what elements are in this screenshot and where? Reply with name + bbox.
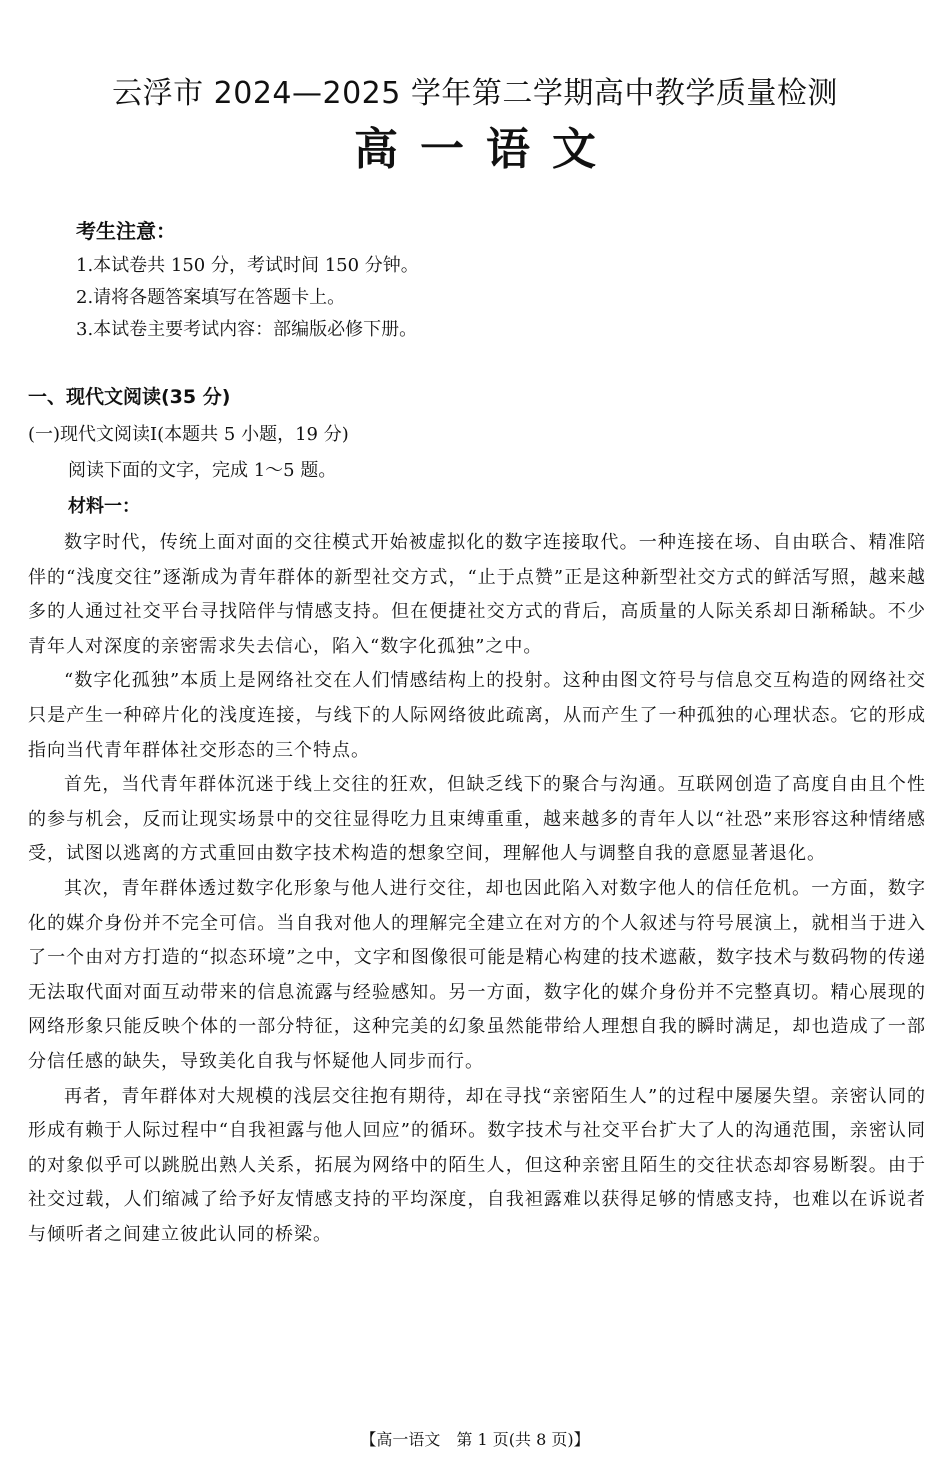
passage-paragraph: 其次，青年群体透过数字化形象与他人进行交往，却也因此陷入对数字他人的信任危机。一方面，数字化的媒介身份并不完全可信。当自我对他人的理解完全建立在对方的个人叙述与符号展演上，就相当于进入了一个由对方打造的“拟态环境”之中，文字和图像很可能是精心构建的技术遮蔽，数字技术与数码物的传递无法取代面对面互动带来的信息流露与经验感知。另一方面，数字化的媒介身份并不完整真切。精心展现的网络形象只能反映个体的一部分特征，这种完美的幻象虽然能带给人理想自我的瞬时满足，却也造成了一部分信任感的缺失，导致美化自我与怀疑他人同步而行。 (28, 877, 926, 1072)
notice-item: 2.请将各题答案填写在答题卡上。 (76, 287, 346, 308)
passage-body (28, 526, 926, 1252)
page-footer: 【高一语文 第 1 页(共 8 页)】 (360, 1430, 590, 1449)
notice-item: 3.本试卷主要考试内容：部编版必修下册。 (76, 319, 418, 340)
candidate-notice (76, 214, 896, 346)
passage-paragraph: 数字时代，传统上面对面的交往模式开始被虚拟化的数字连接取代。一种连接在场、自由联合、精准陪伴的“浅度交往”逐渐成为青年群体的新型社交方式，“止于点赞”正是这种新型社交方式的鲜活写照，越来越多的人通过社交平台寻找陪伴与情感支持。但在便捷社交方式的背后，高质量的人际关系却日渐稀缺。不少青年人对深度的亲密需求失去信心，陷入“数字化孤独”之中。 (28, 532, 926, 657)
reading-instruction: 阅读下面的文字，完成 1～5 题。 (68, 460, 337, 481)
notice-item: 1.本试卷共 150 分，考试时间 150 分钟。 (76, 255, 419, 276)
passage-paragraph: 首先，当代青年群体沉迷于线上交往的狂欢，但缺乏线下的聚合与沟通。互联网创造了高度自由且个性的参与机会，反而让现实场景中的交往显得吃力且束缚重重，越来越多的青年人以“社恐”来形容这种情绪感受，试图以逃离的方式重回由数字技术构造的想象空间，理解他人与调整自我的意愿显著退化。 (28, 774, 926, 865)
subsection-heading: (一)现代文阅读Ⅰ(本题共 5 小题，19 分) (28, 424, 349, 445)
section-heading: 一、现代文阅读(35 分) (28, 386, 231, 408)
material-heading: 材料一： (68, 496, 140, 517)
passage-paragraph: “数字化孤独”本质上是网络社交在人们情感结构上的投射。这种由图文符号与信息交互构造的网络社交只是产生一种碎片化的浅度连接，与线下的人际网络彼此疏离，从而产生了一种孤独的心理状态。它的形成指向当代青年群体社交形态的三个特点。 (28, 670, 926, 761)
passage-paragraph: 再者，青年群体对大规模的浅层交往抱有期待，却在寻找“亲密陌生人”的过程中屡屡失望。亲密认同的形成有赖于人际过程中“自我袒露与他人回应”的循环。数字技术与社交平台扩大了人的沟通范围，亲密认同的对象似乎可以跳脱出熟人关系，拓展为网络中的陌生人，但这种亲密且陌生的交往状态却容易断裂。由于社交过载，人们缩减了给予好友情感支持的平均深度，自我袒露难以获得足够的情感支持，也难以在诉说者与倾听者之间建立彼此认同的桥梁。 (28, 1085, 926, 1245)
subject-title: 高一语文 (354, 124, 618, 175)
exam-title: 云浮市 2024—2025 学年第二学期高中教学质量检测 (112, 76, 838, 111)
notice-heading: 考生注意： (76, 219, 176, 243)
